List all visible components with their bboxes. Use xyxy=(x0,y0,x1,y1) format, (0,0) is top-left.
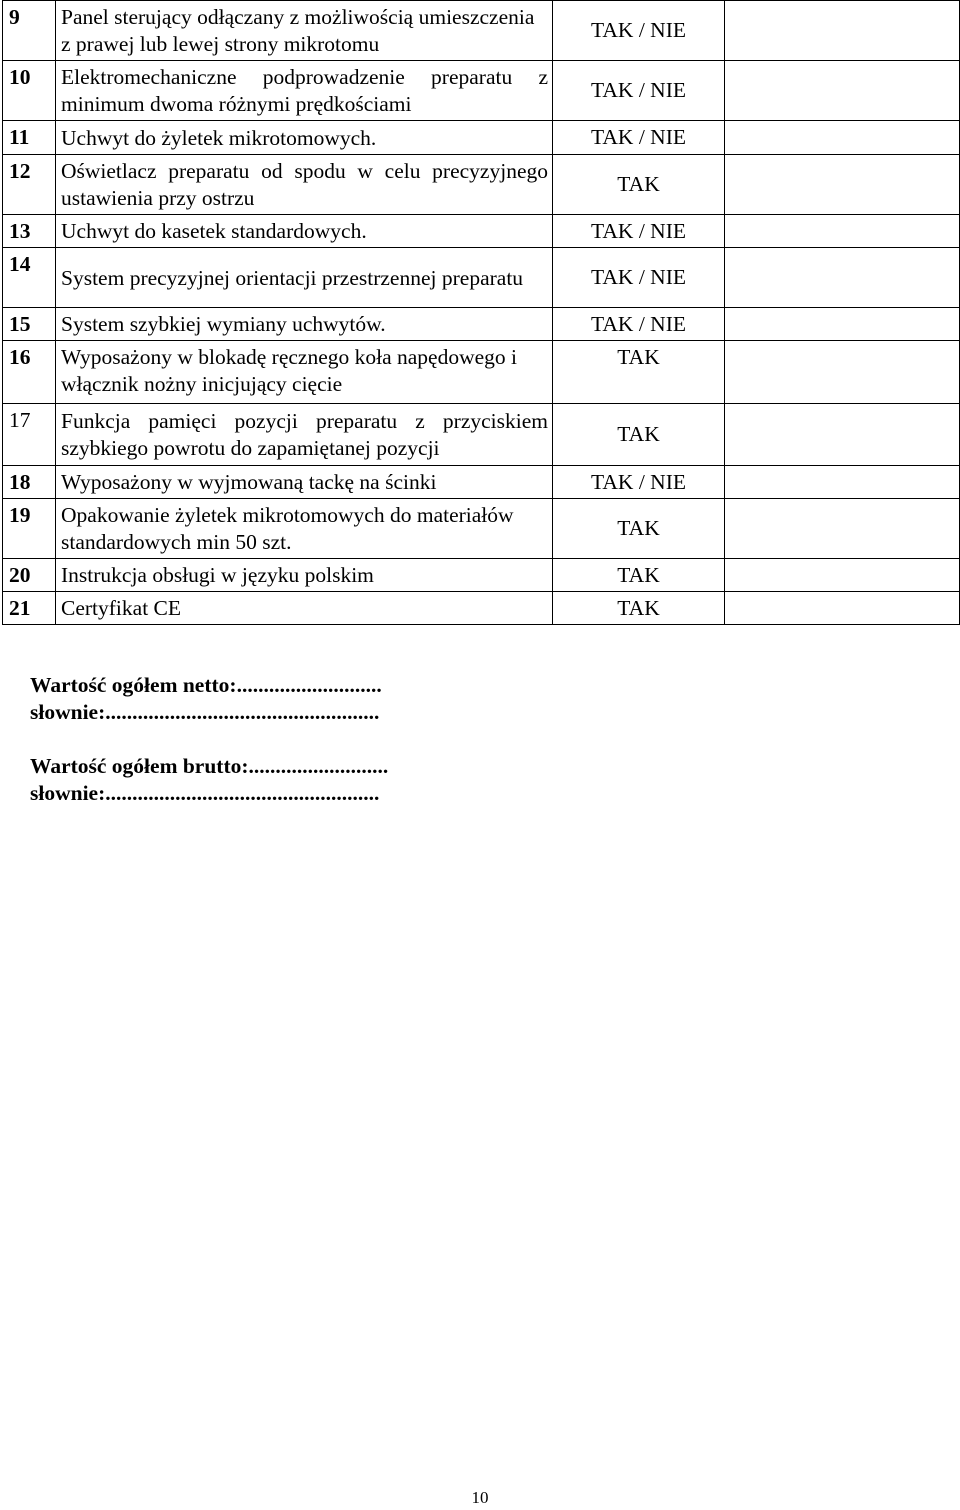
row-blank-cell xyxy=(725,1,960,61)
row-value: TAK / NIE xyxy=(553,1,725,61)
row-description: Instrukcja obsługi w języku polskim xyxy=(56,559,553,592)
row-description: Opakowanie żyletek mikrotomowych do materiałów standardowych min 50 szt. xyxy=(56,499,553,559)
row-blank-cell xyxy=(725,155,960,215)
table-row xyxy=(3,404,960,466)
row-description: Wyposażony w blokadę ręcznego koła napędowego i włącznik nożny inicjujący cięcie xyxy=(56,341,553,404)
row-blank-cell xyxy=(725,215,960,248)
page-number: 10 xyxy=(471,1488,489,1507)
row-number: 14 xyxy=(3,248,56,308)
gross-value-label: Wartość ogółem brutto:.......................... xyxy=(30,754,389,778)
net-value-label: Wartość ogółem netto:........................... xyxy=(30,673,382,697)
table-row xyxy=(3,215,960,248)
row-value: TAK / NIE xyxy=(553,121,725,155)
row-number: 15 xyxy=(3,308,56,341)
table-row xyxy=(3,1,960,61)
row-description: System precyzyjnej orientacji przestrzennej preparatu xyxy=(56,248,553,308)
table-row xyxy=(3,499,960,559)
table-row xyxy=(3,308,960,341)
row-description: Certyfikat CE xyxy=(56,592,553,625)
row-blank-cell xyxy=(725,61,960,121)
row-description: Oświetlacz preparatu od spodu w celu precyzyjnego ustawienia przy ostrzu xyxy=(56,155,553,215)
row-value: TAK xyxy=(553,404,725,466)
table-row xyxy=(3,341,960,404)
row-number: 13 xyxy=(3,215,56,248)
table-row xyxy=(3,559,960,592)
net-value-group xyxy=(30,672,388,726)
table-row xyxy=(3,466,960,499)
table-row xyxy=(3,61,960,121)
row-blank-cell xyxy=(725,592,960,625)
row-value: TAK xyxy=(553,559,725,592)
table-row xyxy=(3,121,960,155)
row-value: TAK / NIE xyxy=(553,466,725,499)
row-number: 19 xyxy=(3,499,56,559)
row-description: Funkcja pamięci pozycji preparatu z przyciskiem szybkiego powrotu do zapamiętanej pozycji xyxy=(56,404,553,466)
row-value: TAK / NIE xyxy=(553,215,725,248)
row-value: TAK / NIE xyxy=(553,61,725,121)
row-description: Panel sterujący odłączany z możliwością umieszczenia z prawej lub lewej strony mikrotomu xyxy=(56,1,553,61)
table-row xyxy=(3,248,960,308)
row-blank-cell xyxy=(725,466,960,499)
row-number: 20 xyxy=(3,559,56,592)
row-number: 11 xyxy=(3,121,56,155)
table-row xyxy=(3,592,960,625)
net-value-in-words: słownie:................................................... xyxy=(30,700,380,724)
row-value: TAK xyxy=(553,341,725,404)
row-value: TAK xyxy=(553,499,725,559)
row-number: 17 xyxy=(3,404,56,466)
row-number: 21 xyxy=(3,592,56,625)
row-value: TAK xyxy=(553,592,725,625)
row-blank-cell xyxy=(725,308,960,341)
row-description: Uchwyt do kasetek standardowych. xyxy=(56,215,553,248)
row-number: 9 xyxy=(3,1,56,61)
row-blank-cell xyxy=(725,121,960,155)
gross-value-in-words: słownie:................................................... xyxy=(30,781,380,805)
row-number: 12 xyxy=(3,155,56,215)
row-number: 18 xyxy=(3,466,56,499)
row-description: System szybkiej wymiany uchwytów. xyxy=(56,308,553,341)
row-value: TAK / NIE xyxy=(553,248,725,308)
table-row xyxy=(3,155,960,215)
row-description: Elektromechaniczne podprowadzenie preparatu z minimum dwoma różnymi prędkościami xyxy=(56,61,553,121)
row-blank-cell xyxy=(725,248,960,308)
row-description: Uchwyt do żyletek mikrotomowych. xyxy=(56,121,553,155)
row-value: TAK xyxy=(553,155,725,215)
row-blank-cell xyxy=(725,499,960,559)
specification-table xyxy=(2,0,960,625)
gross-value-group xyxy=(30,753,388,807)
row-blank-cell xyxy=(725,559,960,592)
row-number: 10 xyxy=(3,61,56,121)
row-blank-cell xyxy=(725,404,960,466)
row-value: TAK / NIE xyxy=(553,308,725,341)
row-blank-cell xyxy=(725,341,960,404)
summary-section xyxy=(30,672,388,807)
row-description: Wyposażony w wyjmowaną tackę na ścinki xyxy=(56,466,553,499)
row-number: 16 xyxy=(3,341,56,404)
